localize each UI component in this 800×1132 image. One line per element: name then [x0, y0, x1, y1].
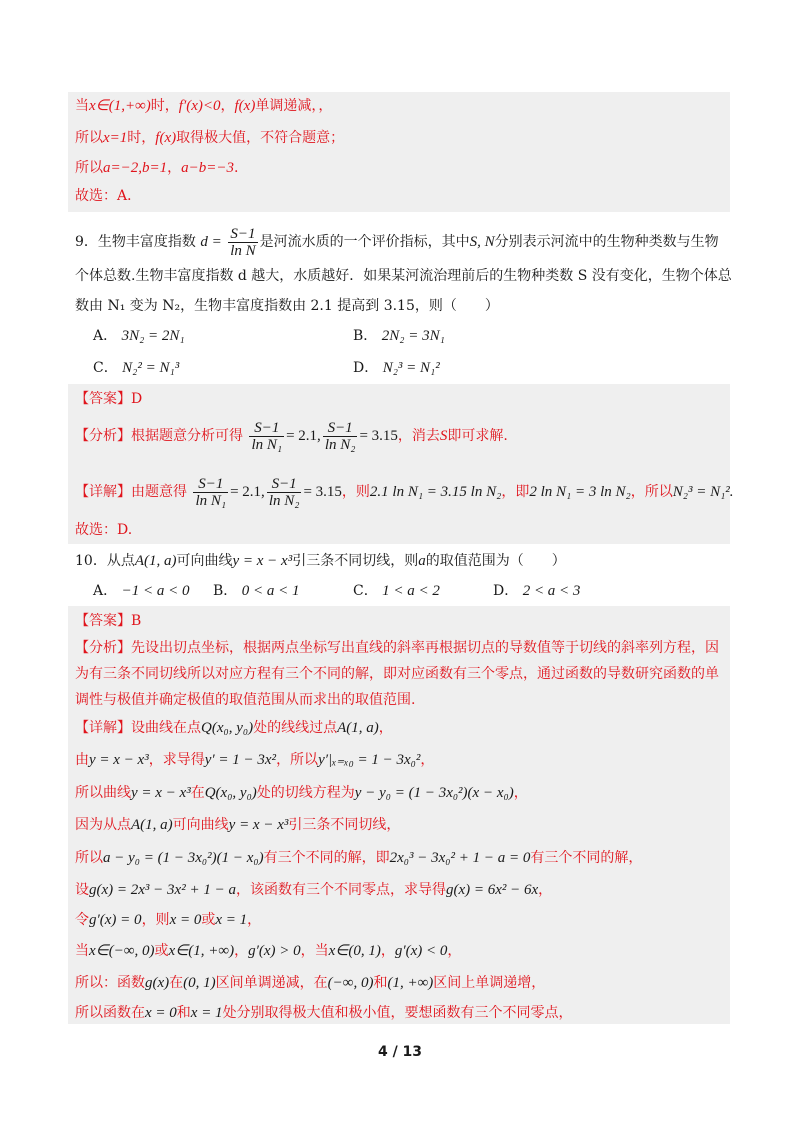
q10-option-a: A． −1 < a < 0: [93, 583, 190, 599]
q9-option-c: C． N₂² = N₁³: [93, 360, 180, 376]
top-line-1: 当x∈(1,+∞)时，f′(x)<0，f(x)单调递减，，: [75, 98, 333, 114]
q10-detail-line-5: 所以a − y₀ = (1 − 3x₀²)(1 − x₀)有三个不同的解，即2x₀³ − 3x₀² + 1 − a = 0有三个不同的解，: [75, 850, 643, 866]
q9-choice: 故选：D.: [75, 522, 133, 538]
q10-detail-line-7: 令g′(x) = 0，则x = 0或x = 1，: [75, 912, 262, 928]
top-line-4: 故选：A．: [75, 188, 142, 204]
top-line-3: 所以a=−2,b=1，a−b=−3.: [75, 160, 239, 176]
q9-option-d: D． N₂³ = N₁²: [353, 360, 440, 376]
q10-detail-line-6: 设g(x) = 2x³ − 3x² + 1 − a，该函数有三个不同零点，求导得g(x) = 6x² − 6x，: [75, 882, 553, 898]
q10-analysis-line-1: 【分析】先设出切点坐标，根据两点坐标写出直线的斜率再根据切点的导数值等于切线的斜率列方程，因: [75, 640, 719, 656]
q10-detail-line-2: 由y = x − x³，求导得y′ = 1 − 3x²，所以y′|ₓ₌ₓ₀ = 1 − 3x₀²，: [75, 752, 435, 768]
q10-detail-line-1: 【详解】设曲线在点Q(x₀, y₀)处的线线过点A(1, a)，: [75, 720, 393, 736]
q10-analysis-line-3: 调性与极值并确定极值的取值范围从而求出的取值范围.: [75, 692, 416, 708]
q10-detail-line-8: 当x∈(−∞, 0)或x∈(1, +∞)，g′(x) > 0，当x∈(0, 1)，g′(x) < 0，: [75, 943, 462, 959]
q9-stem-line-2: 个体总数.生物丰富度指数 d 越大，水质越好．如果某河流治理前后的生物种类数 S 没有变化，生物个体总: [75, 268, 732, 284]
q10-answer: 【答案】B: [75, 613, 142, 629]
q10-analysis-line-2: 为有三条不同切线所以对应方程有三个不同的解，即对应函数有三个零点，通过函数的导数研究函数的单: [75, 666, 719, 682]
q9-analysis: 【分析】根据题意分析可得 $\frac{S-1}{\text{ln N₁}}$ = 2.1, $\frac{S-1}{\text{ln N₂}}$ = 3.15，消去S即可求解.: [75, 419, 508, 453]
q10-detail-line-4: 因为从点A(1, a)可向曲线y = x − x³引三条不同切线，: [75, 817, 401, 833]
q10-detail-line-10: 所以函数在x = 0和x = 1处分别取得极大值和极小值，要想函数有三个不同零点，: [75, 1005, 573, 1021]
q9-answer: 【答案】D: [75, 391, 143, 407]
q9-detail: 【详解】由题意得 $\frac{S-1}{\text{ln N₁}}$ = 2.1, $\frac{S-1}{\text{ln N₂}}$ = 3.15，则2.1 ln N₁ = 3.15 ln N₂，即2 ln N₁ = 3 ln N₂，所以N₂³ = N₁².: [75, 475, 734, 509]
q9-option-a: A． 3N₂ = 2N₁: [93, 328, 185, 344]
solution-band-q9: [68, 384, 730, 544]
q10-detail-line-3: 所以曲线y = x − x³在Q(x₀, y₀)处的切线方程为y − y₀ = (1 − 3x₀²)(x − x₀)，: [75, 785, 528, 801]
q9-option-b: B． 2N₂ = 3N₁: [353, 328, 445, 344]
q9-stem-line-3: 数由 N₁ 变为 N₂，生物丰富度指数由 2.1 提高到 3.15，则（ ）: [75, 298, 499, 314]
q10-detail-line-9: 所以：函数g(x)在(0, 1)区间单调递减，在(−∞, 0)和(1, +∞)区间上单调递增，: [75, 975, 546, 991]
q10-stem: 10．从点A(1, a)可向曲线y = x − x³引三条不同切线，则a的取值范围为（ ）: [75, 553, 566, 569]
q10-option-b: B． 0 < a < 1: [213, 583, 300, 599]
q10-option-d: D． 2 < a < 3: [493, 583, 581, 599]
q9-fraction: $\frac{S-1}{\text{ln N}}$: [230, 225, 256, 259]
top-line-2: 所以x=1时，f(x)取得极大值，不符合题意；: [75, 130, 345, 146]
q10-option-c: C． 1 < a < 2: [353, 583, 440, 599]
q9-stem-line-1: 9．生物丰富度指数 d = $\frac{S-1}{\text{ln N}}$ 是河流水质的一个评价指标，其中S, N分别表示河流中的生物种类数与生物: [75, 225, 719, 259]
page-number: 4 / 13: [377, 1044, 423, 1060]
